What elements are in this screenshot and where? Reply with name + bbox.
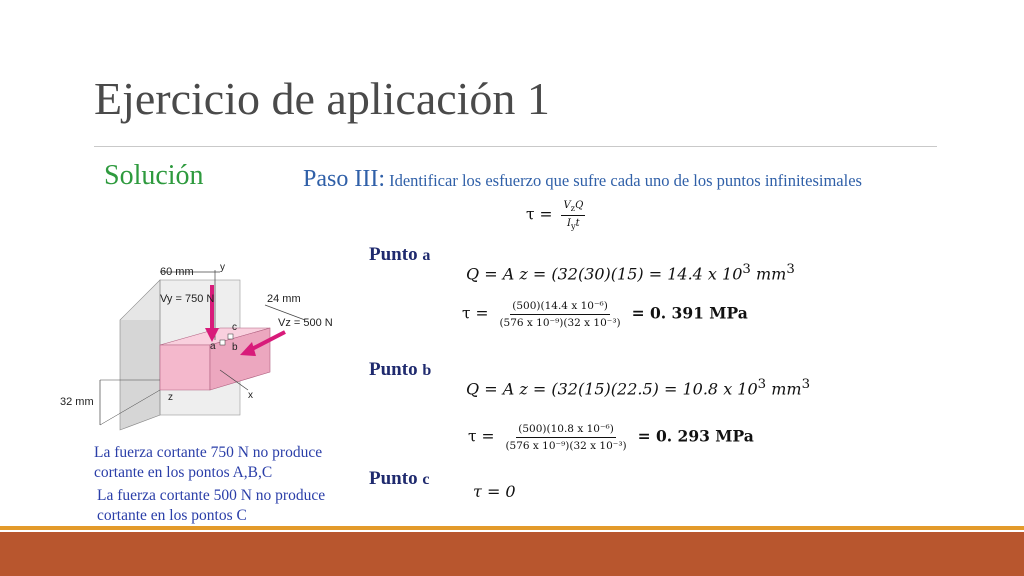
label-z: z: [168, 392, 173, 403]
punto-c-tau-zero: τ = 0: [473, 482, 516, 501]
punto-b-q-unit-exp: 3: [801, 377, 811, 392]
note-750: La fuerza cortante 750 N no produce cortante en los pontos A,B,C: [94, 444, 323, 481]
formula-general: [526, 200, 589, 231]
label-a: a: [210, 341, 216, 352]
punto-a-q-exp: 3: [742, 262, 751, 277]
beam-figure: [60, 250, 360, 440]
den-sub: y: [570, 221, 576, 231]
punto-a-letter: a: [422, 247, 431, 264]
den-i: I: [567, 218, 571, 229]
punto-b-tau-lhs: τ =: [468, 427, 495, 446]
num-q: Q: [575, 200, 584, 211]
punto-a-q-unit-exp: 3: [786, 262, 795, 277]
punto-b-tau: [468, 423, 754, 452]
punto-a-q-expr: Q = A z = (32(30)(15) = 14.4 x 10: [466, 264, 743, 284]
formula-general-fraction: [561, 200, 585, 231]
num-v: V: [563, 200, 571, 211]
footer-bar: [0, 532, 1024, 576]
punto-b-label: [369, 359, 431, 381]
punto-a-q: [466, 262, 795, 283]
punto-a-tau-fraction: [497, 300, 622, 329]
punto-a-tau-lhs: τ =: [462, 304, 489, 323]
punto-a-q-unit: mm: [750, 264, 787, 284]
footer-accent-line: [0, 526, 1024, 530]
punto-b-tau-fraction: [503, 423, 628, 452]
label-y: y: [220, 262, 225, 273]
slide-title: Ejercicio de aplicación 1: [94, 73, 550, 124]
paso-text: [303, 168, 863, 192]
punto-b-letter: b: [422, 362, 432, 379]
point-c-marker: [228, 334, 233, 339]
den-t: t: [575, 218, 580, 229]
paso-label: Paso III:: [303, 166, 385, 192]
beam-front: [160, 345, 210, 390]
punto-b-q-expr: Q = A z = (32(15)(22.5) = 10.8 x 10: [466, 379, 758, 399]
punto-a-word: Punto: [369, 244, 418, 265]
label-x: x: [248, 390, 253, 401]
punto-b-tau-result: = 0. 293 MPa: [637, 426, 754, 446]
punto-c-label: [369, 468, 429, 490]
paso-description: Identificar los esfuerzo que sufre cada uno de los puntos infinitesimales: [389, 171, 862, 190]
punto-a-label: [369, 244, 430, 266]
punto-c-tau: [473, 482, 516, 501]
label-vy: Vy = 750 N: [160, 293, 215, 305]
note-500: La fuerza cortante 500 N no produce cortante en los pontos C: [97, 487, 326, 524]
punto-a-tau-den: (576 x 10⁻⁹)(32 x 10⁻³): [499, 317, 621, 329]
solucion-heading: Solución: [104, 160, 204, 191]
label-c: c: [232, 322, 237, 333]
punto-a-tau-num: (500)(14.4 x 10⁻⁶): [510, 300, 610, 315]
punto-b-q-exp: 3: [757, 377, 767, 392]
punto-c-letter: c: [422, 471, 430, 488]
label-60mm: 60 mm: [160, 266, 194, 278]
label-vz: Vz = 500 N: [278, 317, 333, 329]
label-b: b: [232, 342, 238, 353]
label-24mm: 24 mm: [267, 293, 301, 305]
title-divider: [94, 146, 937, 147]
num-sub: z: [570, 203, 576, 213]
punto-a-tau-result: = 0. 391 MPa: [631, 303, 748, 323]
punto-b-q-unit: mm: [766, 379, 802, 399]
punto-c-word: Punto: [369, 468, 418, 489]
point-a-marker: [220, 340, 225, 345]
punto-b-word: Punto: [369, 359, 418, 380]
punto-b-q: [466, 377, 810, 398]
punto-b-tau-num: (500)(10.8 x 10⁻⁶): [516, 423, 616, 438]
punto-b-tau-den: (576 x 10⁻⁹)(32 x 10⁻³): [505, 440, 627, 452]
formula-general-lhs: τ =: [526, 205, 553, 224]
label-32mm: 32 mm: [60, 396, 94, 408]
punto-a-tau: [462, 300, 748, 329]
